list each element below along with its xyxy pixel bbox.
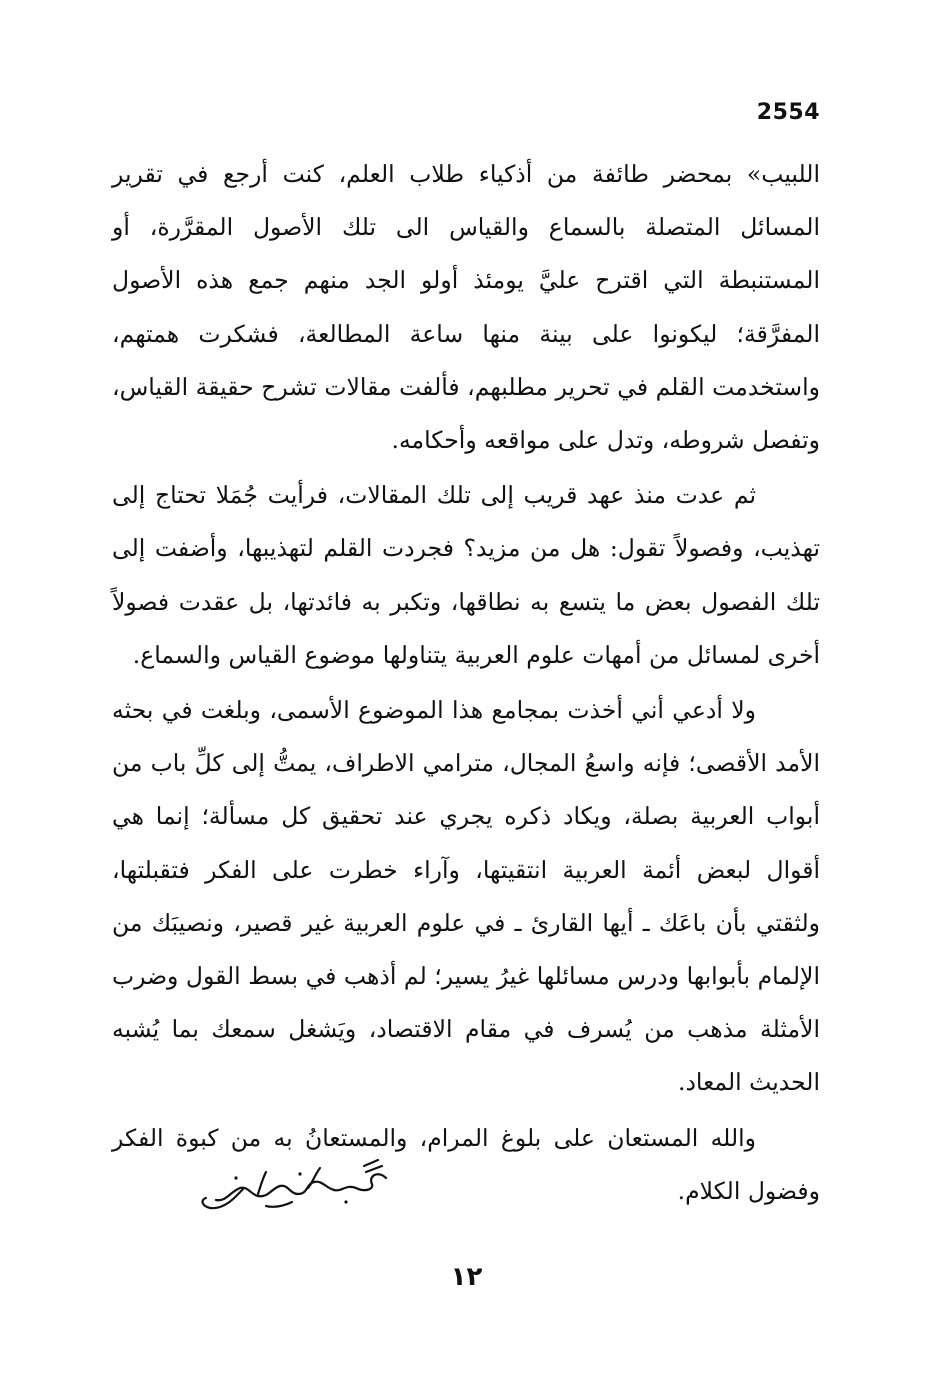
paragraph-3: ولا أدعي أني أخذت بمجامع هذا الموضوع الأسمى، وبلغت في بحثه الأمد الأقصى؛ فإنه واسعُ المجال، مترامي الاطراف، يمتُّ إلى كلِّ باب من أبواب العربية بصلة، ويكاد ذكره يجري عند تحقيق كل مسألة؛ إنما هي أقوال لبعض أئمة العربية انتقيتها، وآراء خطرت على الفكر فتقبلتها، ولثقتي بأن باعَك ـ أيها القارئ ـ في علوم العربية غير قصير، ونصيبَك من الإلمام بأبوابها ودرس مسائلها غيرُ يسير؛ لم أذهب في بسط القول وضرب الأمثلة مذهب من يُسرف في مقام الاقتصاد، ويَشغل سمعك بما يُشبه الحديث المعاد. — [112, 696, 820, 1097]
paragraph-1: اللبيب» بمحضر طائفة من أذكياء طلاب العلم، كنت أرجع في تقرير المسائل المتصلة بالسماع والقياس الى تلك الأصول المقرَّرة، أو المستنبطة التي اقترح عليَّ يومئذ أولو الجد منهم جمع هذه الأصول المفرَّقة؛ ليكونوا على بينة منها ساعة المطالعة، فشكرت همتهم، واستخدمت القلم في تحرير مطلبهم، فألفت مقالات تشرح حقيقة القياس، وتفصل شروطه، وتدل على مواقعه وأحكامه. — [112, 160, 820, 455]
paragraph-4: والله المستعان على بلوغ المرام، والمستعانُ به من كبوة الفكر وفضول الكلام. — [112, 1123, 820, 1205]
paragraph-2: ثم عدت منذ عهد قريب إلى تلك المقالات، فرأيت جُمَلا تحتاج إلى تهذيب، وفصولاً تقول: هل من مزيد؟ فجردت القلم لتهذيبها، وأضفت إلى تلك الفصول بعض ما يتسع به نطاقها، وتكبر به فائدتها، بل عقدت فصولاً أخرى لمسائل من أمهات علوم العربية يتناولها موضوع القياس والسماع. — [112, 481, 820, 669]
body-text — [112, 148, 820, 1218]
page-number: ١٢ — [450, 1262, 483, 1292]
handwritten-signature — [196, 1158, 396, 1218]
page-id-label: 2554 — [756, 100, 820, 125]
